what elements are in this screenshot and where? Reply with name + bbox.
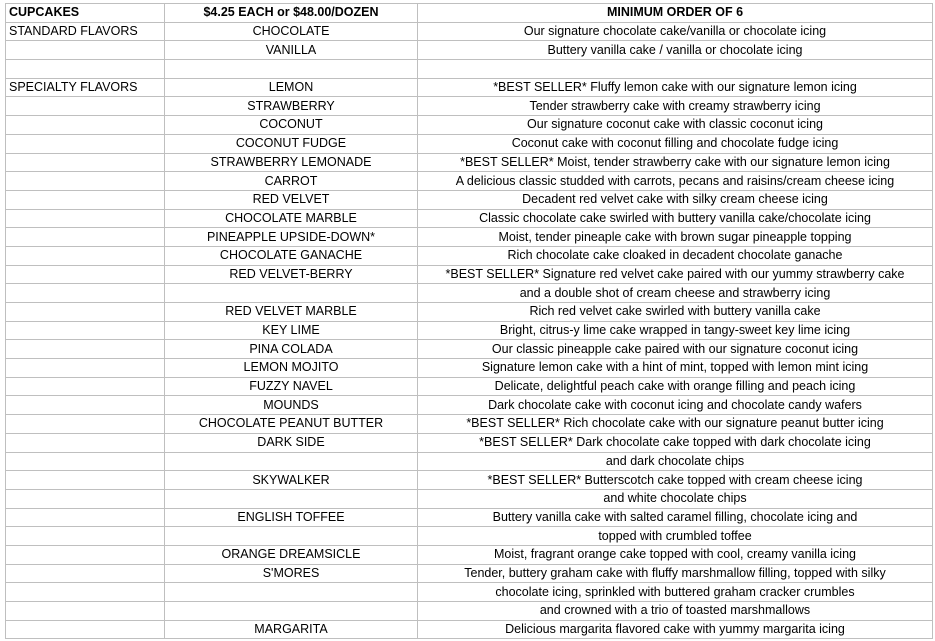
table-row [6,209,933,228]
description-cell: Our classic pineapple cake paired with our signature coconut icing [418,340,933,359]
table-row [6,284,933,303]
flavor-cell [165,489,418,508]
description-cell: Moist, fragrant orange cake topped with cool, creamy vanilla icing [418,545,933,564]
table-row [6,583,933,602]
category-cell [6,340,165,359]
table-row [6,97,933,116]
flavor-cell: CHOCOLATE [165,22,418,41]
description-cell [418,60,933,79]
table-row [6,620,933,639]
table-row [6,527,933,546]
table-row [6,452,933,471]
table-row [6,433,933,452]
category-cell [6,564,165,583]
flavor-cell: KEY LIME [165,321,418,340]
table-row [6,153,933,172]
table-row [6,172,933,191]
description-cell: and crowned with a trio of toasted marshmallows [418,602,933,621]
table-row [6,22,933,41]
flavor-cell: VANILLA [165,41,418,60]
description-cell: Coconut cake with coconut filling and chocolate fudge icing [418,134,933,153]
description-cell: Moist, tender pineaple cake with brown sugar pineapple topping [418,228,933,247]
description-cell: chocolate icing, sprinkled with buttered graham cracker crumbles [418,583,933,602]
category-cell [6,209,165,228]
category-cell [6,321,165,340]
category-cell [6,527,165,546]
flavor-cell [165,452,418,471]
flavor-cell: CHOCOLATE PEANUT BUTTER [165,415,418,434]
flavor-cell: PINEAPPLE UPSIDE-DOWN* [165,228,418,247]
category-cell [6,284,165,303]
flavor-cell: DARK SIDE [165,433,418,452]
description-cell: Delicious margarita flavored cake with yummy margarita icing [418,620,933,639]
flavor-cell: MARGARITA [165,620,418,639]
category-cell [6,545,165,564]
header-row [6,4,933,23]
table-row [6,60,933,79]
description-cell: Signature lemon cake with a hint of mint, topped with lemon mint icing [418,359,933,378]
flavor-cell [165,527,418,546]
category-cell [6,508,165,527]
description-cell: and dark chocolate chips [418,452,933,471]
table-row [6,134,933,153]
flavor-cell: COCONUT [165,116,418,135]
description-cell: *BEST SELLER* Moist, tender strawberry cake with our signature lemon icing [418,153,933,172]
flavor-cell: MOUNDS [165,396,418,415]
table-row [6,303,933,322]
category-cell [6,97,165,116]
category-cell [6,134,165,153]
table-row [6,489,933,508]
flavor-cell: CHOCOLATE MARBLE [165,209,418,228]
table-row [6,602,933,621]
table-row [6,41,933,60]
description-cell: topped with crumbled toffee [418,527,933,546]
category-cell [6,359,165,378]
description-cell: Classic chocolate cake swirled with buttery vanilla cake/chocolate icing [418,209,933,228]
category-cell [6,377,165,396]
flavor-cell: ORANGE DREAMSICLE [165,545,418,564]
flavor-cell: SKYWALKER [165,471,418,490]
table-row [6,265,933,284]
flavor-cell: PINA COLADA [165,340,418,359]
header-minimum-order: MINIMUM ORDER OF 6 [418,4,933,23]
table-row [6,508,933,527]
category-cell [6,620,165,639]
category-cell [6,172,165,191]
category-cell [6,415,165,434]
table-row [6,396,933,415]
category-cell [6,116,165,135]
category-cell [6,602,165,621]
category-cell [6,41,165,60]
flavor-cell: RED VELVET MARBLE [165,303,418,322]
category-cell [6,489,165,508]
table-row [6,545,933,564]
flavor-cell: CARROT [165,172,418,191]
flavor-cell: S'MORES [165,564,418,583]
description-cell: Delicate, delightful peach cake with orange filling and peach icing [418,377,933,396]
table-row [6,377,933,396]
table-row [6,228,933,247]
category-cell [6,396,165,415]
description-cell: Rich red velvet cake swirled with buttery vanilla cake [418,303,933,322]
description-cell: Decadent red velvet cake with silky cream cheese icing [418,190,933,209]
category-cell [6,190,165,209]
description-cell: Bright, citrus-y lime cake wrapped in tangy-sweet key lime icing [418,321,933,340]
description-cell: *BEST SELLER* Fluffy lemon cake with our signature lemon icing [418,78,933,97]
flavor-cell [165,284,418,303]
cupcake-menu-table [5,3,933,639]
table-row [6,471,933,490]
category-cell [6,471,165,490]
description-cell: Tender strawberry cake with creamy strawberry icing [418,97,933,116]
description-cell: *BEST SELLER* Signature red velvet cake paired with our yummy strawberry cake [418,265,933,284]
table-body [6,4,933,639]
category-cell [6,228,165,247]
flavor-cell: LEMON MOJITO [165,359,418,378]
table-row [6,116,933,135]
category-cell [6,303,165,322]
category-cell [6,153,165,172]
category-cell [6,246,165,265]
table-row [6,78,933,97]
flavor-cell: STRAWBERRY [165,97,418,116]
description-cell: Our signature coconut cake with classic coconut icing [418,116,933,135]
category-cell: STANDARD FLAVORS [6,22,165,41]
table-row [6,359,933,378]
flavor-cell: LEMON [165,78,418,97]
description-cell: and white chocolate chips [418,489,933,508]
flavor-cell: CHOCOLATE GANACHE [165,246,418,265]
table-row [6,246,933,265]
category-cell [6,583,165,602]
category-cell [6,60,165,79]
description-cell: *BEST SELLER* Dark chocolate cake topped with dark chocolate icing [418,433,933,452]
description-cell: Buttery vanilla cake / vanilla or chocolate icing [418,41,933,60]
description-cell: Rich chocolate cake cloaked in decadent chocolate ganache [418,246,933,265]
header-cupcakes: CUPCAKES [6,4,165,23]
flavor-cell: ENGLISH TOFFEE [165,508,418,527]
table-row [6,321,933,340]
flavor-cell: COCONUT FUDGE [165,134,418,153]
description-cell: *BEST SELLER* Rich chocolate cake with our signature peanut butter icing [418,415,933,434]
description-cell: Dark chocolate cake with coconut icing and chocolate candy wafers [418,396,933,415]
flavor-cell: RED VELVET [165,190,418,209]
flavor-cell [165,60,418,79]
flavor-cell [165,602,418,621]
description-cell: Tender, buttery graham cake with fluffy marshmallow filling, topped with silky [418,564,933,583]
category-cell [6,452,165,471]
description-cell: and a double shot of cream cheese and strawberry icing [418,284,933,303]
table-row [6,190,933,209]
category-cell [6,265,165,284]
description-cell: Our signature chocolate cake/vanilla or chocolate icing [418,22,933,41]
flavor-cell: STRAWBERRY LEMONADE [165,153,418,172]
description-cell: *BEST SELLER* Butterscotch cake topped with cream cheese icing [418,471,933,490]
description-cell: A delicious classic studded with carrots, pecans and raisins/cream cheese icing [418,172,933,191]
table-row [6,564,933,583]
flavor-cell [165,583,418,602]
category-cell [6,433,165,452]
description-cell: Buttery vanilla cake with salted caramel filling, chocolate icing and [418,508,933,527]
flavor-cell: RED VELVET-BERRY [165,265,418,284]
table-row [6,415,933,434]
category-cell: SPECIALTY FLAVORS [6,78,165,97]
flavor-cell: FUZZY NAVEL [165,377,418,396]
table-row [6,340,933,359]
header-price: $4.25 EACH or $48.00/DOZEN [165,4,418,23]
